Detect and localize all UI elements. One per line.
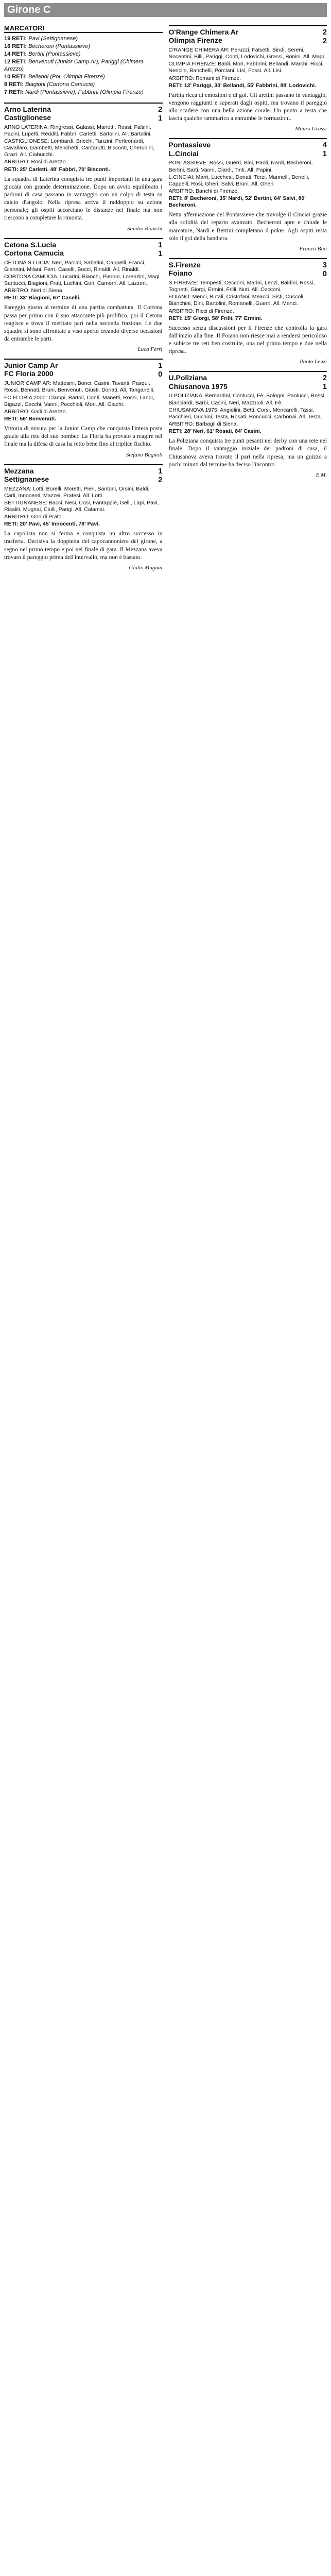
match-report	[4, 359, 163, 457]
home-team: Mezzana	[4, 466, 34, 475]
match-text: La capolista non si ferma e conquista un altro successo in trasferta. Decisiva la doppietta del capocannoniere del girone, a segno nel primo tempo e poi nel finale di gara. Il Mezzana aveva trovato il pareggio prima dell'intervallo, ma non è bastato.	[4, 531, 163, 561]
away-team: Chiusanova 1975	[168, 382, 228, 391]
away-score: 1	[158, 113, 163, 123]
home-score: 2	[322, 28, 327, 37]
match-header	[4, 103, 163, 123]
match-lineups: S.FIRENZE: Tempesti, Cecconi, Marini, Lenzi, Baldini, Rossi, Tognetti, Giorgi, Ermini, Frilli, Nuti. All. Cecconi. FOIANO: Menci, Butali, Cristofani, Meacci, Sisti, Cuccoli, Bianchini, Dini, Bartolini, Romanelli, Guerri. All. Menci. ARBITRO: Ricci di Firenze. RETI: 15' Giorgi, 58' Frilli, 77' Ermini.	[168, 280, 315, 321]
match-author: Franco Bini	[299, 246, 327, 252]
match-lineups: MEZZANA: Lotti, Borelli, Moretti, Pieri, Santoni, Orsini, Baldi, Carli, Innocenti, Mazzei, Pratesi. All. Lotti. SETTIGNANESE: Bacci, Nesi, Cosi, Fantappiè, Gelli, Lapi, Pavi, Risaliti, Mugnai, Ciulli, Parigi. All. Calamai. ARBITRO: Gori di Prato. RETI: 20' Pavi, 45' Innocenti, 78' Pavi.	[4, 485, 159, 528]
home-team: Arno Laterina	[4, 105, 51, 113]
scorer-row: 8 RETI: Biagioni (Cortona Camucia)	[4, 81, 95, 88]
right-column	[169, 19, 327, 2576]
match-report	[169, 371, 327, 478]
match-header	[169, 138, 327, 158]
match-header	[4, 464, 163, 484]
home-score: 1	[158, 240, 163, 249]
home-team: S.Firenze	[168, 261, 201, 269]
match-lineups: O'RANGE CHIMERA AR: Peruzzi, Falsetti, Bindi, Sereni, Nocentini, Billi, Pariggi, Conti, Lodovichi, Grassi, Bonini. All. Magi. OLIMPIA FIRENZE: Baldi, Mori, Fabbrini, Bellandi, Marchi, Ricci, Nencini, Banchelli, Porciani, Lisi, Fossi. All. Lisi. ARBITRO: Romani di Firenze. RETI: 12' Pariggi, 30' Bellandi, 55' Fabbrini, 88' Lodovichi.	[168, 47, 326, 89]
scorer-row: 14 RETI: Bertini (Pontassieve)	[4, 50, 81, 57]
match-header	[169, 371, 327, 391]
match-author: Sandro Bianchi	[127, 225, 163, 232]
scorers-list	[4, 35, 163, 96]
away-score: 1	[322, 149, 327, 159]
match-header	[4, 238, 163, 258]
away-team: Settignanese	[4, 474, 49, 483]
match-report	[169, 25, 327, 132]
away-score: 2	[158, 475, 163, 484]
scorer-row: 10 RETI: Bellandi (Pol. Olimpia Firenze)	[4, 74, 105, 80]
match-lineups: ARNO LATERINA: Ringressi, Galassi, Mariotti, Rossi, Falsini, Pacini, Lupetti, Redditi, Fabbri, Carletti, Bartolini. All. Bartolini. CASTIGLIONESE: Lombardi, Bricchi, Tanzini, Perleonardi, Cavallaro, Gambetti, Menchetti, Cantarutti, Bisconti, Cherubini, Grazi. All. Ciabucchi. ARBITRO: Rosi di Arezzo. RETI: 25' Carletti, 48' Fabbri, 70' Bisconti.	[4, 124, 154, 173]
left-column	[4, 19, 163, 2576]
home-team: U.Poliziana	[168, 374, 207, 382]
home-score: 4	[322, 141, 327, 150]
match-lineups: U.POLIZIANA: Bernardini, Contucci, Fè, Bologni, Paolucci, Rossi, Bianciardi, Barbi, Casini, Neri, Mazzuoli. All. Fè. CHIUSANOVA 1975: Angiolini, Betti, Corsi, Mencarelli, Tassi, Pacchieri, Duchini, Testa, Rosati, Roncucci, Carbonai. All. Testa. ARBITRO: Barbagli di Siena. RETI: 28' Neri, 61' Rosati, 84' Casini.	[168, 393, 326, 435]
away-score: 0	[322, 269, 327, 278]
match-author: Giulio Mugnai	[129, 564, 163, 571]
match-author: Stefano Bagnoli	[126, 451, 163, 458]
scorer-row: 7 RETI: Nardi (Pontassieve); Fabbrini (Olimpia Firenze)	[4, 89, 144, 95]
away-team: FC Floria 2000	[4, 369, 54, 378]
home-team: Junior Camp Ar	[4, 361, 58, 370]
section-title: Girone C	[7, 4, 51, 15]
match-author: Paolo Lenzi	[300, 359, 327, 365]
article-columns	[4, 19, 327, 2576]
match-report	[169, 138, 327, 252]
match-report	[4, 103, 163, 232]
match-author: E.M.	[316, 471, 327, 478]
away-score: 0	[158, 370, 163, 379]
away-score: 1	[158, 249, 163, 258]
away-team: L.Cinciai	[168, 149, 199, 158]
match-text: Partita ricca di emozioni e di gol. Gli aretini passano in vantaggio, vengono raggiunti e superati dagli ospiti, ma trovano il pareggio allo scadere con una bella azione corale. Un punto a testa che lascia qualche rammarico a entrambe le formazioni.	[168, 92, 327, 122]
match-header	[169, 258, 327, 278]
scorer-row: 12 RETI: Benvenuti (Junior Camp Ar); Pariggi (Chimera Arezzo)	[4, 58, 144, 73]
scorers-heading	[4, 24, 163, 33]
away-team: Cortona Camucia	[4, 248, 64, 257]
match-report	[169, 258, 327, 365]
match-report	[4, 238, 163, 353]
match-lineups: CETONA S.LUCIA: Neri, Paolini, Sabatini, Cappelli, Franci, Giannini, Milani, Ferri, Caselli, Bocci, Rinaldi. All. Rinaldi. CORTONA CAMUCIA: Lucarini, Bianchi, Pieroni, Lorenzini, Magi, Santucci, Biagioni, Frati, Luchini, Gori, Camorri. All. Lazzeri. ARBITRO: Neri di Siena. RETI: 33' Biagioni, 67' Caselli.	[4, 259, 161, 301]
match-text: Vittoria di misura per la Junior Camp che conquista l'intera posta grazie alla rete del suo bomber. La Floria ha provato a reagire nel finale ma la difesa di casa ha retto bene fino al triplice fischio.	[4, 426, 163, 448]
home-team: O'Range Chimera Ar	[168, 28, 239, 36]
match-report	[4, 464, 163, 571]
scorer-row: 16 RETI: Becheroni (Pontassieve)	[4, 43, 90, 49]
match-lineups: JUNIOR CAMP AR: Mattesini, Bonci, Casini, Tavanti, Pasqui, Rossi, Bennati, Bruni, Benvenuti, Giusti, Donati. All. Tanganelli. FC FLORIA 2000: Ciampi, Bartoli, Conti, Manetti, Rossi, Landi, Bigazzi, Cecchi, Vanni, Pecchioli, Mori. All. Giachi. ARBITRO: Galli di Arezzo. RETI: 56' Benvenuti.	[4, 380, 155, 422]
away-team: Castiglionese	[4, 113, 51, 122]
scorers-title: MARCATORI	[4, 24, 45, 32]
section-banner	[4, 3, 327, 17]
match-text: La Poliziana conquista tre punti pesanti nel derby con una rete nel finale. Dopo il vantaggio iniziale dei padroni di casa, il Chiusanova aveva trovato il pari nella ripresa, ma un guizzo a pochi minuti dal termine ha deciso l'incontro.	[168, 438, 327, 468]
away-team: Olimpia Firenze	[168, 36, 222, 45]
home-score: 1	[158, 361, 163, 370]
match-author: Mauro Grassi	[295, 126, 327, 132]
match-header	[169, 25, 327, 45]
match-author: Luca Ferri	[137, 346, 163, 353]
match-text: Pareggio giusto al termine di una partita combattuta. Il Cortona passa per primo con il suo attaccante più prolifico, poi il Cetona reagisce e trova il meritato pari nella seconda frazione. Le due squadre si sono affrontate a viso aperto creando diverse occasioni da entrambe le parti.	[4, 304, 163, 343]
match-lineups: PONTASSIEVE: Rossi, Guerri, Bini, Paoli, Nardi, Becheroni, Bertini, Sarti, Vanni, Ciardi, Tinti. All. Papini. L.CINCIAI: Marri, Lucchesi, Donati, Terzi, Mannelli, Benelli, Cappelli, Rosi, Gheri, Salvi, Bruni. All. Gheri. ARBITRO: Banchi di Firenze. RETI: 8' Becheroni, 35' Nardi, 52' Bertini, 64' Salvi, 80' Becheroni.	[168, 160, 313, 209]
away-team: Foiano	[168, 269, 193, 278]
home-score: 1	[158, 466, 163, 476]
home-team: Pontassieve	[168, 141, 211, 149]
scorer-row: 19 RETI: Pavi (Settignanese)	[4, 36, 78, 42]
home-score: 2	[158, 105, 163, 114]
match-text: La squadra di Laterina conquista tre punti importanti in una gara giocata con grande determinazione. Dopo un avvio equilibrato i padroni di casa passano in vantaggio con un colpo di testa su calcio d'angolo. Nella ripresa arriva il raddoppio su azione personale; gli ospiti accorciano le distanze nel finale ma non riescono a completare la rimonta.	[4, 176, 163, 222]
home-score: 2	[322, 374, 327, 383]
match-header	[4, 359, 163, 379]
match-text: Successo senza discussioni per il Firenze che controlla la gara dall'inizio alla fine. Il Foiano non riesce mai a rendersi pericoloso e subisce tre reti ben costruite, una nel primo tempo e due nella ripresa.	[168, 325, 327, 355]
away-score: 2	[322, 37, 327, 45]
home-team: Cetona S.Lucia	[4, 240, 57, 249]
match-text: Netta affermazione del Pontassieve che travolge il Cinciai grazie alla solidità del reparto avanzato. Becheroni apre e chiude le marcature, Nardi e Bertini completano il poker. Agli ospiti resta solo il gol della bandiera.	[168, 212, 327, 242]
away-score: 1	[322, 382, 327, 392]
home-score: 3	[322, 261, 327, 269]
